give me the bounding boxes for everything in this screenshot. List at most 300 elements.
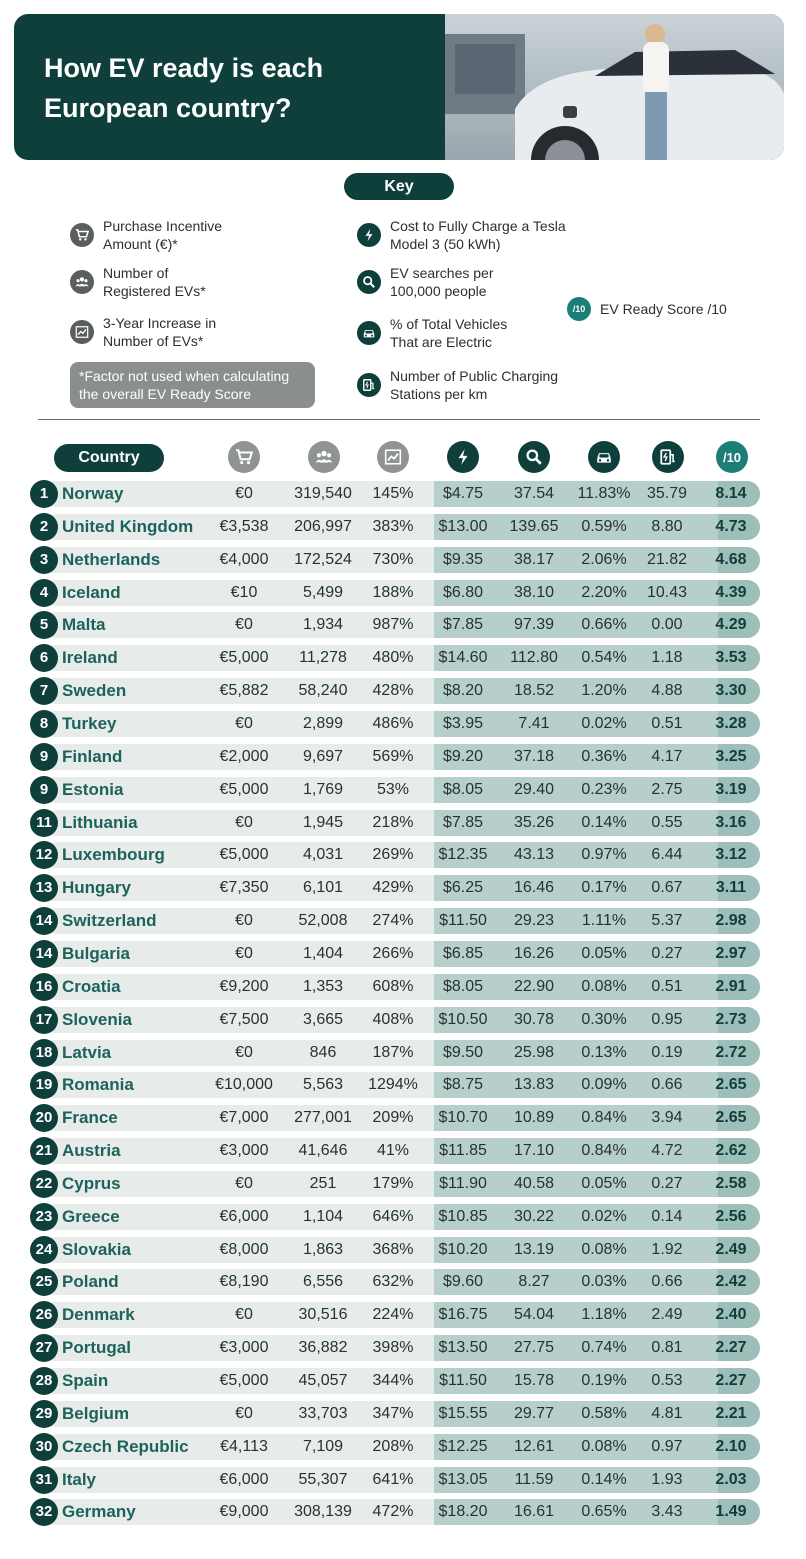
- electric-share-cell: 0.58%: [581, 1404, 627, 1422]
- country: Netherlands: [62, 549, 161, 569]
- table-row: [30, 678, 760, 704]
- incentive-cell: €6,000: [219, 1470, 269, 1488]
- table-row: [30, 1138, 760, 1164]
- electric-share-cell: 0.54%: [581, 649, 627, 667]
- electric-share-cell: 0.08%: [581, 1437, 627, 1455]
- increase-cell: 368%: [372, 1240, 414, 1258]
- table-row: [30, 1434, 760, 1460]
- searches-cell: 38.17: [513, 550, 555, 568]
- increase-cell: 1294%: [368, 1076, 418, 1094]
- registered-evs-cell: 36,882: [298, 1339, 348, 1357]
- table-row: [30, 612, 760, 638]
- country: Malta: [62, 615, 106, 635]
- increase-cell: 145%: [372, 485, 414, 502]
- incentive-cell: €5,000: [219, 649, 269, 667]
- table-row: [30, 547, 760, 573]
- rank: 22: [30, 1170, 58, 1198]
- charging-stations-cell: 4.88: [651, 682, 683, 700]
- registered-evs-cell: 1,104: [302, 1207, 344, 1225]
- key-item-3yr-increase: [70, 314, 238, 350]
- incentive-cell: €5,882: [219, 682, 269, 700]
- increase-cell: 632%: [372, 1273, 414, 1291]
- score-cell: 2.10: [715, 1437, 747, 1455]
- bolt-icon: [357, 223, 381, 247]
- charge-cost-cell: $3.95: [442, 715, 484, 732]
- table-row: [30, 481, 760, 507]
- country: Luxembourg: [62, 845, 165, 865]
- key-item-purchase-incentive: [70, 217, 243, 253]
- score-icon: /10: [567, 297, 591, 321]
- country: Turkey: [62, 714, 117, 733]
- key-text: Number of Public Charging Stations per km: [390, 368, 559, 402]
- electric-share-cell: 0.14%: [581, 1470, 627, 1488]
- country: Italy: [62, 1469, 97, 1489]
- score-cell: 4.39: [715, 583, 747, 601]
- score-cell: 4.73: [715, 517, 747, 535]
- score-cell: 2.03: [715, 1470, 747, 1488]
- table-row: [30, 1335, 760, 1361]
- table-row: [30, 1072, 760, 1098]
- cart-icon: [70, 223, 94, 247]
- charge-cost-cell: $13.05: [438, 1470, 488, 1488]
- score-cell: 2.58: [715, 1174, 747, 1192]
- score-cell: 4.68: [715, 550, 747, 568]
- table-row: [30, 875, 760, 901]
- incentive-cell: €6,000: [219, 1207, 269, 1225]
- key-text: % of Total Vehicles That are Electric: [390, 316, 508, 350]
- incentive-cell: €5,000: [219, 1372, 269, 1389]
- rank: 8: [30, 710, 58, 738]
- score-cell: 4.29: [715, 616, 747, 634]
- electric-share-cell: 0.36%: [581, 747, 627, 765]
- country: Slovenia: [62, 1009, 132, 1029]
- car-icon: [357, 321, 381, 345]
- electric-share-cell: 0.74%: [581, 1339, 627, 1357]
- country: Latvia: [62, 1042, 112, 1062]
- registered-evs-cell: 6,556: [302, 1273, 344, 1291]
- incentive-cell: €3,538: [219, 517, 269, 535]
- electric-share-cell: 0.08%: [581, 1240, 627, 1258]
- charging-stations-cell: 35.79: [646, 485, 688, 502]
- score-cell: 2.97: [715, 944, 747, 962]
- searches-cell: 16.26: [513, 944, 555, 962]
- charge-cost-cell: $12.35: [438, 846, 488, 864]
- searches-cell: 10.89: [513, 1109, 555, 1127]
- table-row: [30, 1368, 760, 1394]
- incentive-cell: €0: [235, 813, 253, 831]
- rank: 12: [30, 841, 58, 869]
- table-row: [30, 1401, 760, 1427]
- registered-evs-cell: 1,353: [302, 977, 344, 995]
- table-row: [30, 908, 760, 934]
- score-cell: 2.42: [715, 1273, 747, 1291]
- charging-stations-cell: 0.67: [651, 879, 683, 897]
- column-header-country: Country: [54, 444, 164, 472]
- registered-evs-cell: 30,516: [298, 1306, 348, 1324]
- charge-cost-cell: $14.60: [438, 649, 488, 667]
- bolt-icon: [447, 441, 479, 473]
- searches-cell: 15.78: [513, 1372, 555, 1389]
- increase-cell: 429%: [372, 879, 414, 897]
- country: Denmark: [62, 1305, 135, 1325]
- electric-share-cell: 0.66%: [581, 616, 627, 634]
- car-icon: [588, 441, 620, 473]
- rank: 24: [30, 1236, 58, 1264]
- increase-cell: 646%: [372, 1207, 414, 1225]
- registered-evs-cell: 206,997: [294, 517, 352, 535]
- registered-evs-cell: 9,697: [302, 747, 344, 765]
- score-cell: 3.28: [715, 715, 747, 732]
- score-cell: 2.98: [715, 912, 747, 929]
- charging-stations-cell: 4.17: [651, 747, 683, 765]
- table-row: [30, 1040, 760, 1066]
- score-cell: 3.12: [715, 846, 747, 864]
- rank: 11: [30, 809, 58, 837]
- increase-cell: 53%: [376, 780, 410, 798]
- incentive-cell: €0: [235, 1043, 253, 1061]
- charge-cost-cell: $6.80: [442, 583, 484, 601]
- searches-cell: 40.58: [513, 1174, 555, 1192]
- charge-cost-cell: $9.35: [442, 550, 484, 568]
- header-photo: [445, 14, 784, 160]
- electric-share-cell: 0.19%: [581, 1372, 627, 1389]
- searches-cell: 16.46: [513, 879, 555, 897]
- increase-cell: 347%: [372, 1404, 414, 1422]
- increase-cell: 188%: [372, 583, 414, 601]
- country: Estonia: [62, 779, 124, 799]
- people-icon: [308, 441, 340, 473]
- incentive-cell: €0: [235, 616, 253, 634]
- registered-evs-cell: 1,934: [302, 616, 344, 634]
- charge-cost-cell: $16.75: [438, 1306, 488, 1324]
- charging-stations-cell: 8.80: [651, 517, 683, 535]
- country: France: [62, 1108, 118, 1128]
- charging-stations-cell: 3.43: [651, 1503, 683, 1521]
- charge-cost-cell: $6.25: [442, 879, 484, 897]
- table-row: [30, 777, 760, 803]
- charge-cost-cell: $13.00: [438, 517, 488, 535]
- registered-evs-cell: 6,101: [302, 879, 344, 897]
- registered-evs-cell: 45,057: [298, 1372, 348, 1389]
- score-cell: 3.25: [715, 747, 747, 765]
- key-item-registered-evs: [70, 264, 223, 300]
- score-cell: 3.16: [715, 813, 747, 831]
- rank: 17: [30, 1006, 58, 1034]
- charge-cost-cell: $10.70: [438, 1109, 488, 1127]
- increase-cell: 641%: [372, 1470, 414, 1488]
- registered-evs-cell: 52,008: [298, 912, 348, 929]
- incentive-cell: €8,190: [219, 1273, 269, 1291]
- increase-cell: 486%: [372, 715, 414, 732]
- score-cell: 3.30: [715, 682, 747, 700]
- trend-icon: [70, 320, 94, 344]
- increase-cell: 344%: [372, 1372, 414, 1389]
- charge-cost-cell: $9.20: [442, 747, 484, 765]
- charging-stations-cell: 0.55: [651, 813, 683, 831]
- score-cell: 3.53: [715, 649, 747, 667]
- score-cell: 2.49: [715, 1240, 747, 1258]
- country: Austria: [62, 1141, 121, 1160]
- electric-share-cell: 0.23%: [581, 780, 627, 798]
- charge-cost-cell: $6.85: [442, 944, 484, 962]
- table-row: [30, 1237, 760, 1263]
- country: Belgium: [62, 1403, 130, 1423]
- key-text: Purchase Incentive Amount (€)*: [103, 218, 223, 252]
- key-footnote: *Factor not used when calculating the overall EV Ready Score: [70, 362, 315, 408]
- score-cell: 1.49: [715, 1503, 747, 1521]
- registered-evs-cell: 4,031: [302, 846, 344, 864]
- charge-cost-cell: $8.20: [442, 682, 484, 700]
- rank: 29: [30, 1400, 58, 1428]
- increase-cell: 398%: [372, 1339, 414, 1357]
- rank: 1: [30, 480, 58, 508]
- rank: 31: [30, 1466, 58, 1494]
- rank: 25: [30, 1268, 58, 1296]
- charging-stations-cell: 0.51: [651, 977, 683, 995]
- charging-stations-cell: 0.00: [651, 616, 683, 634]
- trend-icon: [377, 441, 409, 473]
- searches-cell: 37.54: [513, 485, 555, 502]
- score-cell: 2.62: [715, 1142, 747, 1159]
- charge-cost-cell: $10.20: [438, 1240, 488, 1258]
- incentive-cell: €10: [230, 583, 258, 601]
- charging-stations-cell: 2.75: [651, 780, 683, 798]
- charging-stations-cell: 0.95: [651, 1010, 683, 1028]
- rank: 14: [30, 907, 58, 935]
- increase-cell: 209%: [372, 1109, 414, 1127]
- cart-icon: [228, 441, 260, 473]
- table-row: [30, 1499, 760, 1525]
- charging-stations-cell: 5.37: [651, 912, 683, 929]
- searches-cell: 37.18: [513, 747, 555, 765]
- charge-cost-cell: $13.50: [438, 1339, 488, 1357]
- charging-stations-cell: 0.66: [651, 1273, 683, 1291]
- table-row: [30, 645, 760, 671]
- searches-cell: 97.39: [513, 616, 555, 634]
- incentive-cell: €8,000: [219, 1240, 269, 1258]
- incentive-cell: €0: [235, 715, 253, 732]
- charge-cost-cell: $8.05: [442, 780, 484, 798]
- registered-evs-cell: 11,278: [299, 649, 347, 667]
- searches-cell: 139.65: [509, 517, 559, 535]
- table-row: [30, 1302, 760, 1328]
- table-row: [30, 842, 760, 868]
- charge-cost-cell: $12.25: [438, 1437, 488, 1455]
- increase-cell: 569%: [372, 747, 414, 765]
- key-text: Number of Registered EVs*: [103, 265, 206, 299]
- table-row: [30, 1007, 760, 1033]
- rank: 23: [30, 1203, 58, 1231]
- electric-share-cell: 0.84%: [581, 1142, 627, 1159]
- charging-stations-cell: 0.97: [651, 1437, 683, 1455]
- electric-share-cell: 0.03%: [581, 1273, 627, 1291]
- electric-share-cell: 0.02%: [581, 715, 627, 732]
- score-cell: 2.65: [715, 1076, 747, 1094]
- table-row: [30, 744, 760, 770]
- registered-evs-cell: 308,139: [294, 1503, 352, 1521]
- charge-cost-cell: $7.85: [442, 813, 484, 831]
- incentive-cell: €2,000: [219, 747, 269, 765]
- searches-cell: 13.83: [513, 1076, 555, 1094]
- charge-cost-cell: $8.05: [442, 977, 484, 995]
- registered-evs-cell: 319,540: [294, 485, 352, 502]
- electric-share-cell: 0.65%: [581, 1503, 627, 1521]
- rank: 13: [30, 874, 58, 902]
- score-cell: 3.19: [715, 780, 747, 798]
- rank: 3: [30, 546, 58, 574]
- registered-evs-cell: 172,524: [294, 550, 352, 568]
- country: Cyprus: [62, 1173, 121, 1193]
- incentive-cell: €7,350: [219, 879, 269, 897]
- registered-evs-cell: 58,240: [298, 682, 348, 700]
- search-icon: [357, 270, 381, 294]
- country: Iceland: [62, 582, 121, 602]
- registered-evs-cell: 277,001: [294, 1109, 352, 1127]
- country: Romania: [62, 1075, 134, 1095]
- country: Ireland: [62, 648, 118, 668]
- country: Poland: [62, 1272, 119, 1292]
- table-row: [30, 1269, 760, 1295]
- rank: 5: [30, 611, 58, 639]
- incentive-cell: €0: [235, 912, 253, 929]
- rank: 9: [30, 743, 58, 771]
- country: Portugal: [62, 1338, 131, 1358]
- incentive-cell: €4,113: [220, 1437, 268, 1455]
- key-item-electric-share: [357, 315, 525, 351]
- electric-share-cell: 0.09%: [581, 1076, 627, 1094]
- charge-cost-cell: $15.55: [438, 1404, 488, 1422]
- rank: 30: [30, 1433, 58, 1461]
- charging-stations-cell: 1.92: [651, 1240, 683, 1258]
- searches-cell: 27.75: [513, 1339, 555, 1357]
- country: Hungary: [62, 878, 131, 898]
- rank: 28: [30, 1367, 58, 1395]
- increase-cell: 266%: [372, 944, 414, 962]
- charger-icon: [357, 373, 381, 397]
- score-cell: 2.91: [715, 977, 747, 995]
- rank: 26: [30, 1301, 58, 1329]
- score-cell: 2.73: [715, 1010, 747, 1028]
- charging-stations-cell: 1.18: [651, 649, 683, 667]
- searches-cell: 43.13: [513, 846, 555, 864]
- rank: 18: [30, 1039, 58, 1067]
- incentive-cell: €0: [235, 1404, 253, 1422]
- charge-cost-cell: $4.75: [442, 485, 484, 502]
- electric-share-cell: 11.83%: [577, 485, 631, 502]
- increase-cell: 269%: [372, 846, 414, 864]
- charging-stations-cell: 0.27: [651, 944, 683, 962]
- registered-evs-cell: 5,563: [302, 1076, 344, 1094]
- increase-cell: 408%: [372, 1010, 414, 1028]
- electric-share-cell: 0.17%: [581, 879, 627, 897]
- searches-cell: 18.52: [513, 682, 555, 700]
- electric-share-cell: 0.13%: [581, 1043, 627, 1061]
- registered-evs-cell: 5,499: [302, 583, 344, 601]
- charge-cost-cell: $11.50: [439, 912, 487, 929]
- incentive-cell: €3,000: [219, 1142, 269, 1159]
- incentive-cell: €0: [235, 1174, 253, 1192]
- charge-cost-cell: $10.85: [438, 1207, 488, 1225]
- country: Spain: [62, 1371, 109, 1390]
- key-text: EV searches per 100,000 people: [390, 265, 494, 299]
- rank: 7: [30, 677, 58, 705]
- searches-cell: 29.23: [513, 912, 555, 929]
- increase-cell: 472%: [372, 1503, 414, 1521]
- increase-cell: 480%: [372, 649, 414, 667]
- charge-cost-cell: $11.85: [439, 1142, 487, 1159]
- country: United Kingdom: [62, 516, 194, 536]
- score-cell: 2.65: [715, 1109, 747, 1127]
- incentive-cell: €7,500: [219, 1010, 269, 1028]
- searches-cell: 13.19: [513, 1240, 555, 1258]
- table-row: [30, 580, 760, 606]
- registered-evs-cell: 41,646: [298, 1142, 348, 1159]
- table-row: [30, 1467, 760, 1493]
- rank: 9: [30, 776, 58, 804]
- searches-cell: 16.61: [513, 1503, 555, 1521]
- country: Germany: [62, 1502, 136, 1522]
- charging-stations-cell: 0.27: [651, 1174, 683, 1192]
- score-cell: 2.56: [715, 1207, 747, 1225]
- key-item-charging-stations: [357, 367, 570, 403]
- rank: 16: [30, 973, 58, 1001]
- rank: 19: [30, 1071, 58, 1099]
- country: Finland: [62, 746, 123, 766]
- registered-evs-cell: 1,769: [302, 780, 344, 798]
- charge-cost-cell: $8.75: [442, 1076, 484, 1094]
- incentive-cell: €7,000: [219, 1109, 269, 1127]
- registered-evs-cell: 251: [309, 1174, 337, 1192]
- score-cell: 2.40: [715, 1306, 747, 1324]
- score-cell: 8.14: [715, 485, 747, 502]
- table-row: [30, 1105, 760, 1131]
- incentive-cell: €0: [235, 485, 253, 502]
- incentive-cell: €9,200: [219, 977, 269, 995]
- country: Sweden: [62, 681, 127, 701]
- increase-cell: 608%: [372, 977, 414, 995]
- rank: 32: [30, 1498, 58, 1526]
- search-icon: [518, 441, 550, 473]
- score-icon: /10: [716, 441, 748, 473]
- searches-cell: 17.10: [513, 1142, 555, 1159]
- electric-share-cell: 0.30%: [581, 1010, 627, 1028]
- charge-cost-cell: $9.50: [442, 1043, 484, 1061]
- key-text: EV Ready Score /10: [600, 301, 727, 317]
- country: Switzerland: [62, 911, 157, 930]
- electric-share-cell: 0.14%: [581, 813, 627, 831]
- country: Bulgaria: [62, 943, 131, 963]
- country: Croatia: [62, 976, 121, 996]
- electric-share-cell: 1.18%: [581, 1306, 627, 1324]
- charge-cost-cell: $9.60: [442, 1273, 484, 1291]
- charge-cost-cell: $18.20: [438, 1503, 488, 1521]
- searches-cell: 38.10: [513, 583, 555, 601]
- table-row: [30, 941, 760, 967]
- charging-stations-cell: 0.51: [651, 715, 683, 732]
- rank: 2: [30, 513, 58, 541]
- charging-stations-cell: 0.81: [651, 1339, 683, 1357]
- electric-share-cell: 2.06%: [581, 550, 627, 568]
- charging-stations-cell: 0.66: [651, 1076, 683, 1094]
- page-title: How EV ready is each European country?: [44, 53, 324, 123]
- key-title: Key: [344, 173, 454, 200]
- electric-share-cell: 0.59%: [581, 517, 627, 535]
- charger-icon: [652, 441, 684, 473]
- charge-cost-cell: $11.90: [439, 1174, 487, 1192]
- electric-share-cell: 1.11%: [581, 912, 627, 929]
- country: Norway: [62, 484, 124, 503]
- country: Greece: [62, 1206, 120, 1226]
